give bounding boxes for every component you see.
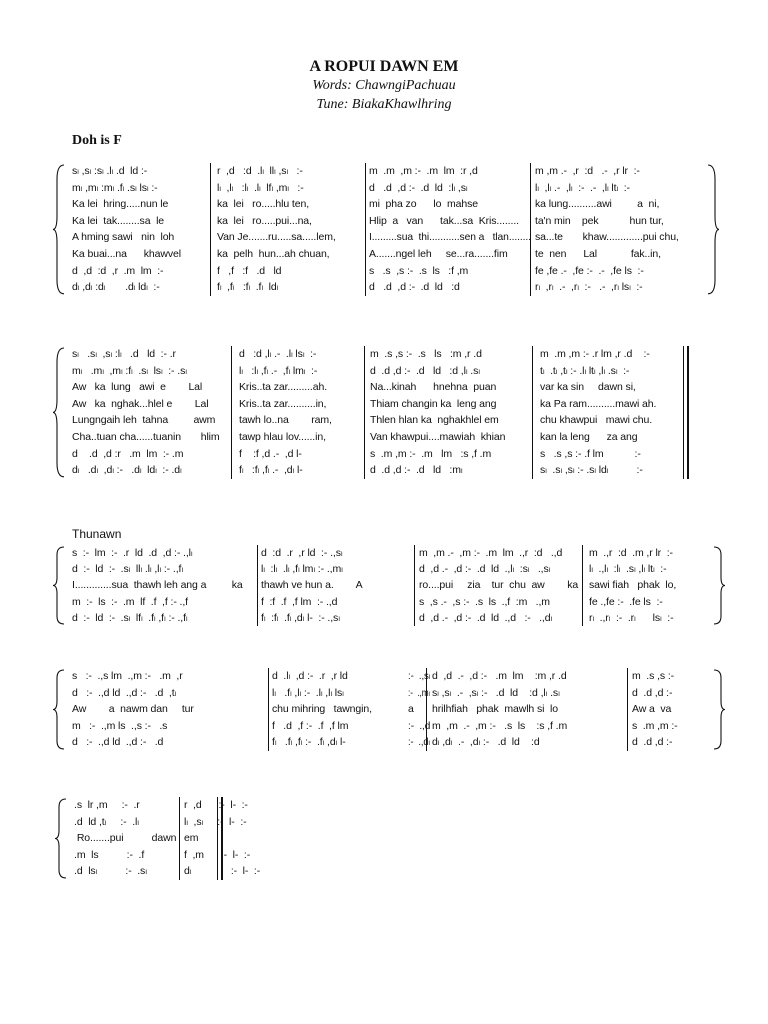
score-cell: em [184, 832, 199, 845]
score-cell: fe .,fe :- .fe ls :- [589, 595, 663, 608]
bar-line [210, 163, 211, 296]
score-cell: m ,m .- ,r :d .- ,r lr :- [535, 165, 640, 177]
score-cell: Cha..tuan cha......tuanin hlim [72, 431, 220, 443]
score-cell: s .m ,m :- .m lm :s ,f .m [370, 447, 492, 460]
final-double-bar [687, 346, 689, 479]
score-row [72, 863, 297, 879]
score-cell: Thlen hlan ka nghakhlel em [370, 414, 499, 427]
score-cell: s :- .,s lm .,m :- .m ,r [72, 670, 183, 682]
score-cell: d .d ,d :- [632, 736, 673, 749]
score-cell: s .m ,m :- [632, 719, 678, 732]
score-cell: lₗ :lₗ .lₗ ,fₗ lmₗ :- .,mₗ [261, 563, 343, 576]
score-cell: I.............sua thawh leh ang a ka [72, 579, 243, 592]
score-cell: ta'n min pek hun tur, [535, 214, 664, 227]
score-cell: m .s ,s :- .s ls :m ,r .d [370, 348, 482, 360]
score-cell: fₗ :fₗ .fₗ ,dₗ l- :- .,sₗ [261, 611, 340, 624]
score-cell: sawi fiah phak lo, [589, 579, 677, 592]
score-cell: fₗ .fₗ ,fₗ :- .fₗ ,dₗ l- [272, 736, 346, 749]
bar-line [414, 545, 415, 626]
score-cell: m ,m .- ,m :- .s ls :s ,f .m [432, 719, 568, 732]
score-cell: m .,r :d .m ,r lr :- [589, 547, 673, 559]
score-cell: d .d ,d :- .d ld :d ,lₗ .sₗ [370, 364, 480, 377]
score-cell: lₗ ,lₗ .- ,lₗ :- .- ,lₗ ltₗ :- [535, 181, 630, 194]
score-cell: lₗ :lₗ ,fₗ .- ,fₗ lmₗ :- [239, 364, 318, 377]
right-brace [712, 545, 726, 631]
bar-line [426, 668, 427, 751]
score-cell: f ,m :- l- :- [184, 848, 251, 861]
score-cell: fe ,fe .- ,fe :- .- ,fe ls :- [535, 264, 644, 277]
score-cell: mₗ ,mₗ :mₗ .fₗ .sₗ lsₗ :- [72, 181, 158, 194]
score-cell: rₗ ,rₗ .- ,rₗ :- .- ,rₗ lsₗ :- [535, 281, 643, 294]
score-cell: f ,f :f .d ld [217, 264, 282, 277]
score-cell: lₗ .fₗ ,lₗ :- .lₗ ,lₗ lsₗ [272, 686, 344, 699]
score-row [70, 246, 710, 262]
score-row [70, 429, 690, 445]
score-cell: f :f ,d .- ,d l- [239, 447, 302, 460]
score-cell: kan la leng za ang [540, 431, 638, 443]
score-cell: .m ls :- .f [74, 848, 145, 861]
score-cell: Thiam changin ka leng ang [370, 397, 497, 410]
score-cell: d :- ld :- .sₗ lfₗ .fₗ ,fₗ :- .,fₗ [72, 611, 188, 624]
bar-line [179, 797, 180, 880]
system-verse-2 [70, 346, 690, 479]
score-cell: Kris..ta zar..........in, [239, 397, 327, 410]
score-cell: Lungngaih leh tahna awm [72, 414, 216, 427]
score-cell: a [408, 703, 414, 716]
score-row [70, 734, 710, 750]
score-row [70, 561, 710, 577]
score-cell: Kris..ta zar.........ah. [239, 381, 328, 394]
score-cell: m .m ,m :- .r lm ,r .d :- [540, 348, 650, 360]
score-cell: s :- lm :- .r ld .d ,d :- .,lₗ [72, 547, 193, 559]
score-cell: ka lei ro.....pui...na, [217, 214, 312, 227]
score-cell: tₗ .tₗ ,tₗ :- .lₗ ltₗ ,lₗ .sₗ :- [540, 364, 630, 377]
score-cell: :- .,d [408, 719, 431, 732]
right-brace [706, 163, 720, 301]
score-row [70, 610, 710, 626]
score-cell: hrilhfiah phak mawlh si lo [432, 703, 558, 716]
score-row [70, 594, 710, 610]
score-row [70, 577, 710, 593]
score-cell: d ,d :d ,r .m lm :- [72, 264, 164, 277]
score-row [70, 279, 710, 295]
bar-line [364, 346, 365, 479]
score-cell: d .d ,d :- .d ld :d [369, 281, 460, 294]
score-cell: mi pha zo lo mahse [369, 198, 478, 211]
bar-line [257, 545, 258, 626]
score-cell: d ,d .- ,d :- .m lm :m ,r .d [432, 670, 567, 682]
score-row [72, 830, 297, 846]
score-cell: ro....pui zia tur chu aw ka [419, 579, 579, 592]
score-cell: I.........sua thi...........sen a tlan........ [369, 231, 531, 244]
score-cell: lₗ .,lₗ :lₗ .sₗ ,lₗ ltₗ :- [589, 563, 667, 576]
score-cell: d :d .r ,r ld :- .,sₗ [261, 547, 343, 559]
score-cell: Hlip a van tak...sa Kris........ [369, 214, 519, 227]
score-row [70, 545, 710, 561]
score-cell: tawp hlau lov......in, [239, 431, 326, 443]
tune-credit: Tune: BiakaKhawlhring [316, 97, 452, 112]
score-cell: tawh lo..na ram, [239, 414, 332, 427]
score-row [70, 668, 710, 684]
score-row [70, 163, 710, 179]
score-cell: Aw a nawm dan tur [72, 703, 194, 716]
system-chorus-2 [70, 668, 710, 751]
score-cell: mₗ .mₗ ,mₗ :fₗ .sₗ lsₗ :- .sₗ [72, 364, 187, 377]
score-cell: sₗ .sₗ ,sₗ :- .sₗ ldₗ :- [540, 464, 643, 477]
final-double-bar [221, 797, 223, 880]
score-cell: Van Je.......ru.....sa.....lem, [217, 231, 336, 244]
score-row [70, 213, 710, 229]
score-cell: sₗ ,sₗ .- ,sₗ :- .d ld :d ,lₗ .sₗ [432, 686, 560, 699]
score-cell: d .lₗ ,d :- .r ,r ld [272, 670, 348, 682]
score-cell: s .s ,s :- .s ls :f ,m [369, 264, 469, 277]
score-cell: lₗ ,lₗ :lₗ .lₗ lfₗ ,mₗ :- [217, 181, 304, 194]
score-cell: d :- .,d ld .,d :- .d ,tₗ [72, 686, 177, 699]
words-credit: Words: ChawngiPachuau [312, 78, 456, 93]
score-cell: sa...te khaw.............pui chu, [535, 231, 679, 244]
left-brace [52, 545, 66, 631]
score-cell: Na...kinah hnehna puan [370, 381, 497, 394]
score-cell: d ,d .- ,d :- .d ld .,lₗ :sₗ .,sₗ [419, 563, 551, 576]
score-cell: .d lsₗ :- .sₗ [74, 865, 147, 878]
score-cell: r ,d :d .lₗ llₗ ,sₗ :- [217, 165, 303, 177]
score-row [70, 446, 690, 462]
score-cell: f :f .f ,f lm :- .,d [261, 595, 338, 608]
score-cell: m .s ,s :- [632, 670, 675, 682]
score-cell: te nen Lal fak..in, [535, 248, 661, 260]
score-row [70, 263, 710, 279]
score-cell: dₗ :- l- :- [184, 865, 261, 878]
bar-line [582, 545, 583, 626]
score-cell: d :d ,lₗ .- .lₗ lsₗ :- [239, 348, 317, 360]
score-cell: .s lr ,m :- .r [74, 799, 140, 811]
score-row [72, 814, 297, 830]
score-cell: d .d ,d :- .d ld :mₗ [370, 464, 463, 477]
bar-line [530, 163, 531, 296]
score-cell: sₗ .sₗ ,sₗ :lₗ .d ld :- .r [72, 348, 176, 360]
bar-line [231, 346, 232, 479]
score-row [70, 346, 690, 362]
score-cell: A.......ngel leh se...ra.......fim [369, 248, 508, 260]
score-row [70, 685, 710, 701]
system-chorus-1 [70, 545, 710, 626]
score-cell: Aw ka lung awi e Lal [72, 381, 203, 394]
score-cell: :- .,sₗ [408, 670, 431, 682]
left-brace [52, 346, 66, 484]
score-cell: m :- ls :- .m lf .f ,f :- .,f [72, 595, 188, 608]
score-cell: m .m ,m :- .m lm :r ,d [369, 165, 478, 177]
left-brace [54, 797, 68, 885]
bar-line [365, 163, 366, 296]
score-row [70, 180, 710, 196]
score-cell: sₗ ,sₗ :sₗ .lₗ .d ld :- [72, 165, 148, 177]
score-cell: chu mihring tawngin, [272, 703, 372, 716]
score-cell: Ka lei tak........sa le [72, 214, 165, 227]
score-cell: ka pelh hun...ah chuan, [217, 248, 330, 260]
score-row [70, 396, 690, 412]
final-double-bar [683, 346, 684, 479]
chorus-label: Thunawn [72, 527, 122, 541]
score-cell: ka lei ro.....hlu ten, [217, 198, 310, 211]
score-cell: f .d ,f :- .f ,f lm [272, 719, 349, 732]
score-cell: s ,s .- ,s :- .s ls .,f :m .,m [419, 595, 550, 608]
score-cell: d :- ld :- .sₗ llₗ .lₗ ,lₗ :- .,fₗ [72, 563, 183, 576]
score-cell: ka lung..........awi a ni, [535, 198, 660, 211]
score-cell: A hming sawi nin loh [72, 231, 175, 244]
score-row [70, 462, 690, 478]
score-row [70, 363, 690, 379]
score-row [72, 847, 297, 863]
score-cell: Van khawpui....mawiah khian [370, 431, 506, 443]
score-cell: d :- .,d ld .,d :- .d [72, 736, 164, 749]
score-cell: dₗ ,dₗ .- ,dₗ :- .d ld :d [432, 736, 540, 749]
score-cell: dₗ .dₗ ,dₗ :- .dₗ ldₗ :- .dₗ [72, 464, 182, 477]
score-row [70, 379, 690, 395]
system-ending [72, 797, 297, 880]
score-cell: m ,m .- ,m :- .m lm .,r :d .,d [419, 547, 563, 559]
score-cell: lₗ ,sₗ :- l- :- [184, 815, 247, 828]
score-cell: d .d ,d :- .d ld :lₗ ,sₗ [369, 181, 468, 194]
key-signature: Doh is F [72, 133, 122, 148]
score-cell: .d ld ,tₗ :- .lₗ [74, 815, 139, 828]
score-row [70, 229, 710, 245]
score-cell: Ro.......pui dawn [74, 832, 177, 845]
score-cell: Aw ka nghak...hlel e Lal [72, 397, 209, 410]
bar-line [268, 668, 269, 751]
score-cell: m :- .,m ls .,s :- .s [72, 719, 168, 732]
score-cell: s .s ,s :- .f lm :- [540, 447, 641, 460]
final-double-bar [217, 797, 218, 880]
score-cell: d .d ,d :r .m lm :- .m [72, 447, 184, 460]
score-cell: :- .,mₗ [408, 686, 430, 699]
right-brace [712, 668, 726, 756]
score-cell: dₗ ,dₗ :dₗ .dₗ ldₗ :- [72, 281, 160, 294]
score-cell: d .d ,d :- [632, 686, 673, 699]
score-cell: fₗ :fₗ ,fₗ .- ,dₗ l- [239, 464, 303, 477]
bar-line [627, 668, 628, 751]
left-brace [52, 668, 66, 756]
score-cell: var ka sin dawn si, [540, 381, 636, 394]
score-cell: Ka buai...na khawvel [72, 248, 181, 260]
hymn-title: A ROPUI DAWN EM [309, 58, 459, 75]
score-cell: rₗ .,rₗ :- .rₗ lsₗ :- [589, 611, 674, 624]
score-row [70, 412, 690, 428]
score-row [70, 701, 710, 717]
score-cell: :- .,dₗ [408, 736, 430, 749]
score-cell: fₗ ,fₗ :fₗ .fₗ ldₗ [217, 281, 279, 294]
score-row [70, 718, 710, 734]
score-row [72, 797, 297, 813]
bar-line [532, 346, 533, 479]
score-cell: Aw a va [632, 703, 672, 716]
left-brace [52, 163, 66, 301]
score-cell: chu khawpui mawi chu. [540, 414, 653, 427]
score-cell: r ,d :- l- :- [184, 799, 248, 811]
score-cell: ka Pa ram..........mawi ah. [540, 397, 657, 410]
score-row [70, 196, 710, 212]
score-cell: thawh ve hun a. A [261, 579, 363, 592]
score-cell: d ,d .- ,d :- .d ld .,d :- .,dₗ [419, 611, 553, 624]
score-cell: Ka lei hring.....nun le [72, 198, 169, 211]
system-verse-1 [70, 163, 710, 296]
